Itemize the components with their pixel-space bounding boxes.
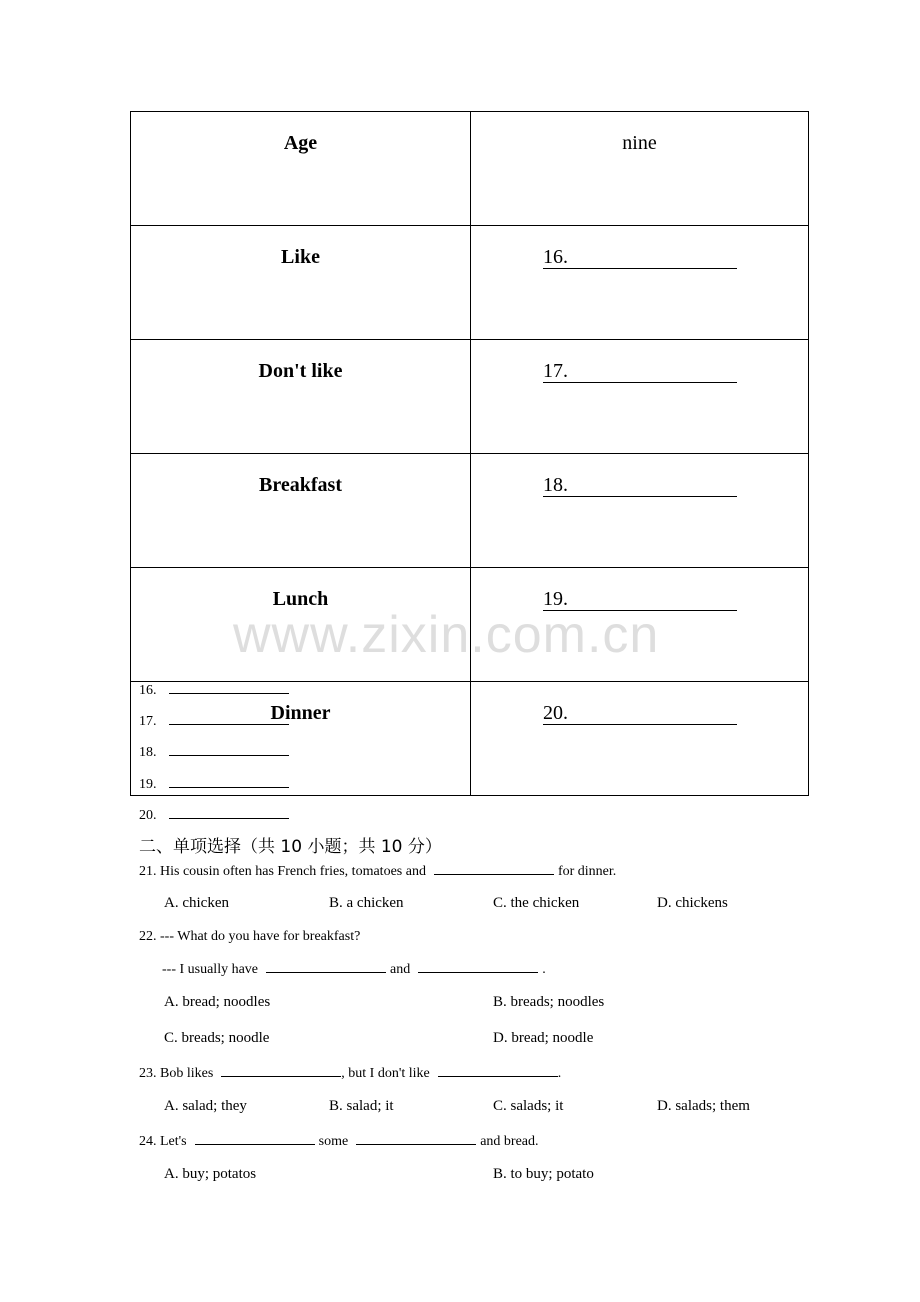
blank-24b[interactable] (356, 1132, 476, 1145)
question-22-answer: --- I usually have and . (162, 962, 546, 977)
blank-19[interactable] (169, 775, 289, 788)
table-row (131, 340, 809, 454)
blank-18[interactable] (169, 743, 289, 756)
question-23: 23. Bob likes , but I don't like . (139, 1066, 562, 1081)
option-23-c[interactable]: C. salads; it (493, 1098, 564, 1114)
blank-17[interactable] (169, 712, 289, 725)
table-row (131, 568, 809, 682)
option-21-b[interactable]: B. a chicken (329, 895, 404, 911)
answer-line-16: 16. (139, 681, 293, 699)
blank-22b[interactable] (418, 960, 538, 973)
row-label-dont-like: Don't like (131, 340, 471, 454)
row-value-age: nine (471, 112, 809, 226)
answer-blank-17[interactable]: 17. (543, 360, 737, 383)
answer-blank-18[interactable]: 18. (543, 474, 737, 497)
option-24-a[interactable]: A. buy; potatos (164, 1166, 257, 1182)
blank-24a[interactable] (195, 1132, 315, 1145)
blank-23a[interactable] (221, 1064, 341, 1077)
answer-line-19: 19. (139, 775, 293, 793)
answer-line-17: 17. (139, 712, 293, 730)
option-23-d[interactable]: D. salads; them (657, 1098, 750, 1114)
option-21-d[interactable]: D. chickens (657, 895, 728, 911)
row-label-breakfast: Breakfast (131, 454, 471, 568)
table-row (131, 112, 809, 226)
section-title: 二、单项选择（共 10 小题；共 10 分） (139, 837, 442, 857)
blank-23b[interactable] (438, 1064, 558, 1077)
blank-16[interactable] (169, 681, 289, 694)
blank-22a[interactable] (266, 960, 386, 973)
option-21-c[interactable]: C. the chicken (493, 895, 580, 911)
row-label-dinner: Dinner (131, 682, 471, 796)
question-22: 22. --- What do you have for breakfast? (139, 929, 361, 944)
question-24: 24. Let's some and bread. (139, 1134, 539, 1149)
answer-line-18: 18. (139, 743, 293, 761)
blank-21[interactable] (434, 862, 554, 875)
answer-blank-16[interactable]: 16. (543, 246, 737, 269)
table-row (131, 226, 809, 340)
option-23-a[interactable]: A. salad; they (164, 1098, 247, 1114)
row-label-lunch: Lunch (131, 568, 471, 682)
answer-line-20: 20. (139, 806, 293, 824)
blank-20[interactable] (169, 806, 289, 819)
option-22-d[interactable]: D. bread; noodle (493, 1030, 594, 1046)
option-21-a[interactable]: A. chicken (164, 895, 229, 911)
option-22-a[interactable]: A. bread; noodles (164, 994, 271, 1010)
table-row (131, 454, 809, 568)
option-22-b[interactable]: B. breads; noodles (493, 994, 605, 1010)
answer-blank-20[interactable]: 20. (543, 702, 737, 725)
option-24-b[interactable]: B. to buy; potato (493, 1166, 594, 1182)
question-21: 21. His cousin often has French fries, tomatoes and for dinner. (139, 864, 617, 879)
row-label-age: Age (131, 112, 471, 226)
row-label-like: Like (131, 226, 471, 340)
answer-blank-19[interactable]: 19. (543, 588, 737, 611)
option-23-b[interactable]: B. salad; it (329, 1098, 394, 1114)
watermark: www.zixin.com.cn (233, 606, 660, 664)
option-22-c[interactable]: C. breads; noodle (164, 1030, 270, 1046)
